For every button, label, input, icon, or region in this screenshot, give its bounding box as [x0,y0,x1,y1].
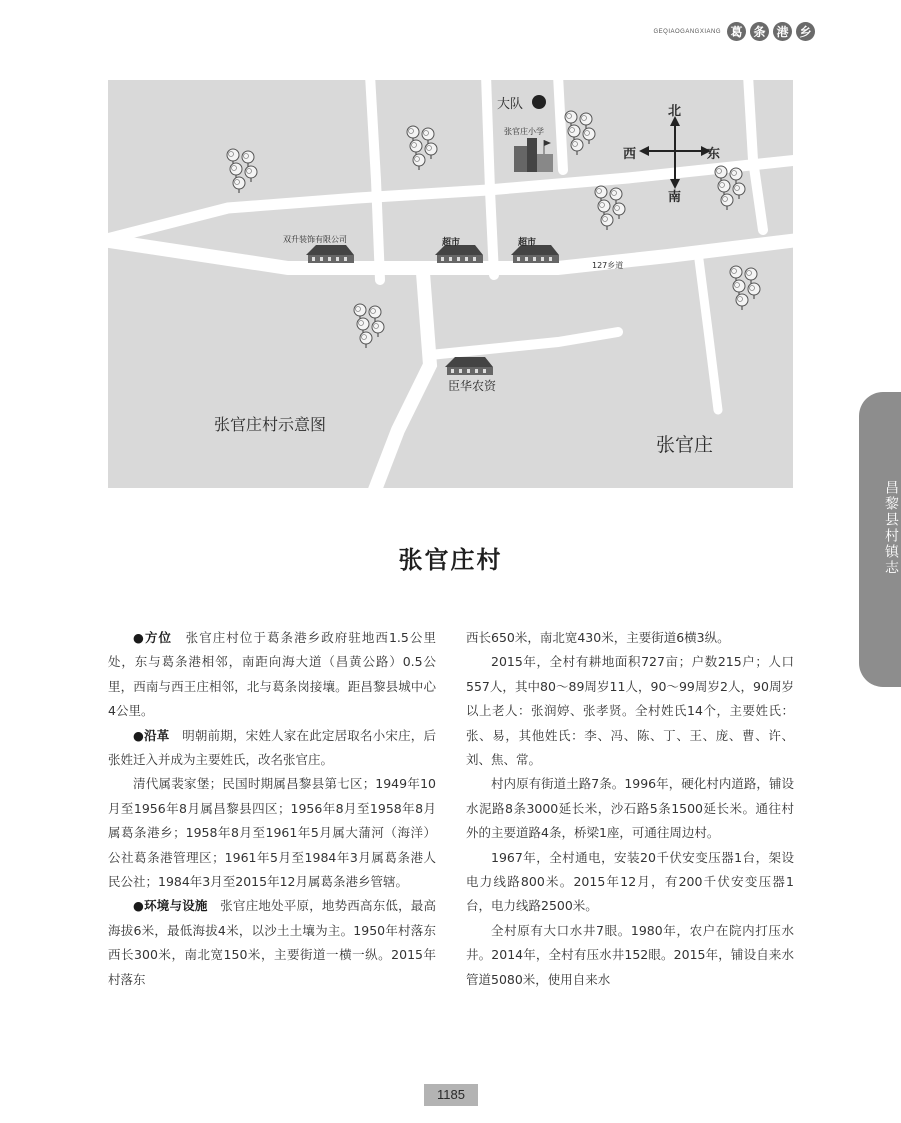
left-column [108,626,436,992]
road-east-curve [748,80,763,230]
road-south-branch [430,332,618,355]
paragraph-administration [108,772,436,894]
paragraph-electricity: 1967年，全村通电，安装20千伏安变压器1台，架设电力线路800米。2015年12月，有200千伏安变压器1台，电力线路2500米。 [466,849,794,914]
header-pinyin: GEQIAOGANGXIANG [653,28,721,35]
paragraph-environment [108,894,436,992]
village-map [108,80,793,488]
compass-south-label: 南 [668,190,682,205]
school-label: 张官庄小学 [504,127,544,136]
text-environment: 张官庄地处平原，地势西高东低，最高海拔6米，最低海拔4米，以沙土土壤为主。1950年村落东西长300米，南北宽150米，主要街道一横一纵。2015年村落东 [108,898,436,987]
heading-history: ●沿革 [133,727,170,743]
compass-east-label: 东 [707,147,721,162]
village-name-label: 张官庄 [656,434,714,456]
header-badge-2: 条 [750,22,769,41]
text-administration: 清代属裴家堡；民国时期属昌黎县第七区；1949年10月至1956年8月属昌黎县四区；1956年8月至1958年8月属葛条港乡；1958年8月至1961年5月属大蒲河（海洋）公社葛条港管理区；1961年5月至1984年3月属葛条港人民公社；1984年3月至2015年12月属葛条港乡管辖。 [108,776,436,890]
paragraph-location [108,626,436,724]
company-label: 双升装饰有限公司 [283,235,347,244]
supermarket-label-2: 超市 [518,238,537,248]
road-north-1 [370,80,380,280]
map-caption: 张官庄村示意图 [214,415,327,434]
road-127-label: 127乡道 [592,261,624,270]
compass-west-label: 西 [623,147,637,162]
road-upper [108,160,793,240]
header-badge-3: 港 [773,22,792,41]
paragraph-population: 2015年，全村有耕地面积727亩；户数215户；人口557人，其中80～89周岁11人，90～99周岁2人，90周岁以上老人：张润婷、张孝贤。全村姓氏14个，主要姓氏：张、易，其他姓氏：李、冯、陈、丁、王、庞、曹、许、刘、焦、常。 [466,654,794,768]
paragraph-water: 全村原有大口水井7眼。1980年，农户在院内打压水井。2014年，全村有压水井152眼。2015年，铺设自来水管道5080米，使用自来水 [466,922,794,987]
text-history: 明朝前期，宋姓人家在此定居取名小宋庄，后张姓迁入并成为主要姓氏，改名张官庄。 [108,727,436,768]
brigade-label: 大队 [497,97,524,112]
road-far-east [698,252,718,410]
road-north-3 [558,80,563,170]
heading-location: ●方位 [133,630,173,645]
text-location: 张官庄村位于葛条港乡政府驻地西1.5公里处，东与葛条港相邻，南距向海大道（昌黄公路）0.5公里，西南与西王庄相邻，北与葛条岗接壤。距昌黎县城中心4公里。 [108,630,436,719]
paragraph-continuation: 西长650米，南北宽430米，主要街道6横3纵。 [466,630,730,645]
page-title: 张官庄村 [398,546,503,574]
running-header [653,22,815,41]
map-drawing [108,80,793,488]
roads [108,80,793,488]
header-badge-1: 葛 [727,22,746,41]
paragraph-history [108,724,436,773]
heading-environment: ●环境与设施 [133,898,208,914]
side-tab-label: 昌黎县村镇志 [883,480,899,576]
compass-north-label: 北 [668,104,682,119]
supermarket-label-1: 超市 [442,238,461,248]
school-building [514,138,553,172]
farm-supply-label: 臣华农资 [448,379,497,393]
right-column [466,626,794,992]
road-north-2 [486,80,494,275]
brigade-marker [532,95,546,109]
road-south-main [373,273,430,488]
side-chapter-tab [859,392,901,687]
header-badge-4: 乡 [796,22,815,41]
page-number: 1185 [424,1084,478,1106]
paragraph-roads: 村内原有街道土路7条。1996年，硬化村内道路，铺设水泥路8条3000延长米，沙石路5条1500延长米。通往村外的主要道路4条，桥梁1座，可通往周边村。 [466,776,794,841]
